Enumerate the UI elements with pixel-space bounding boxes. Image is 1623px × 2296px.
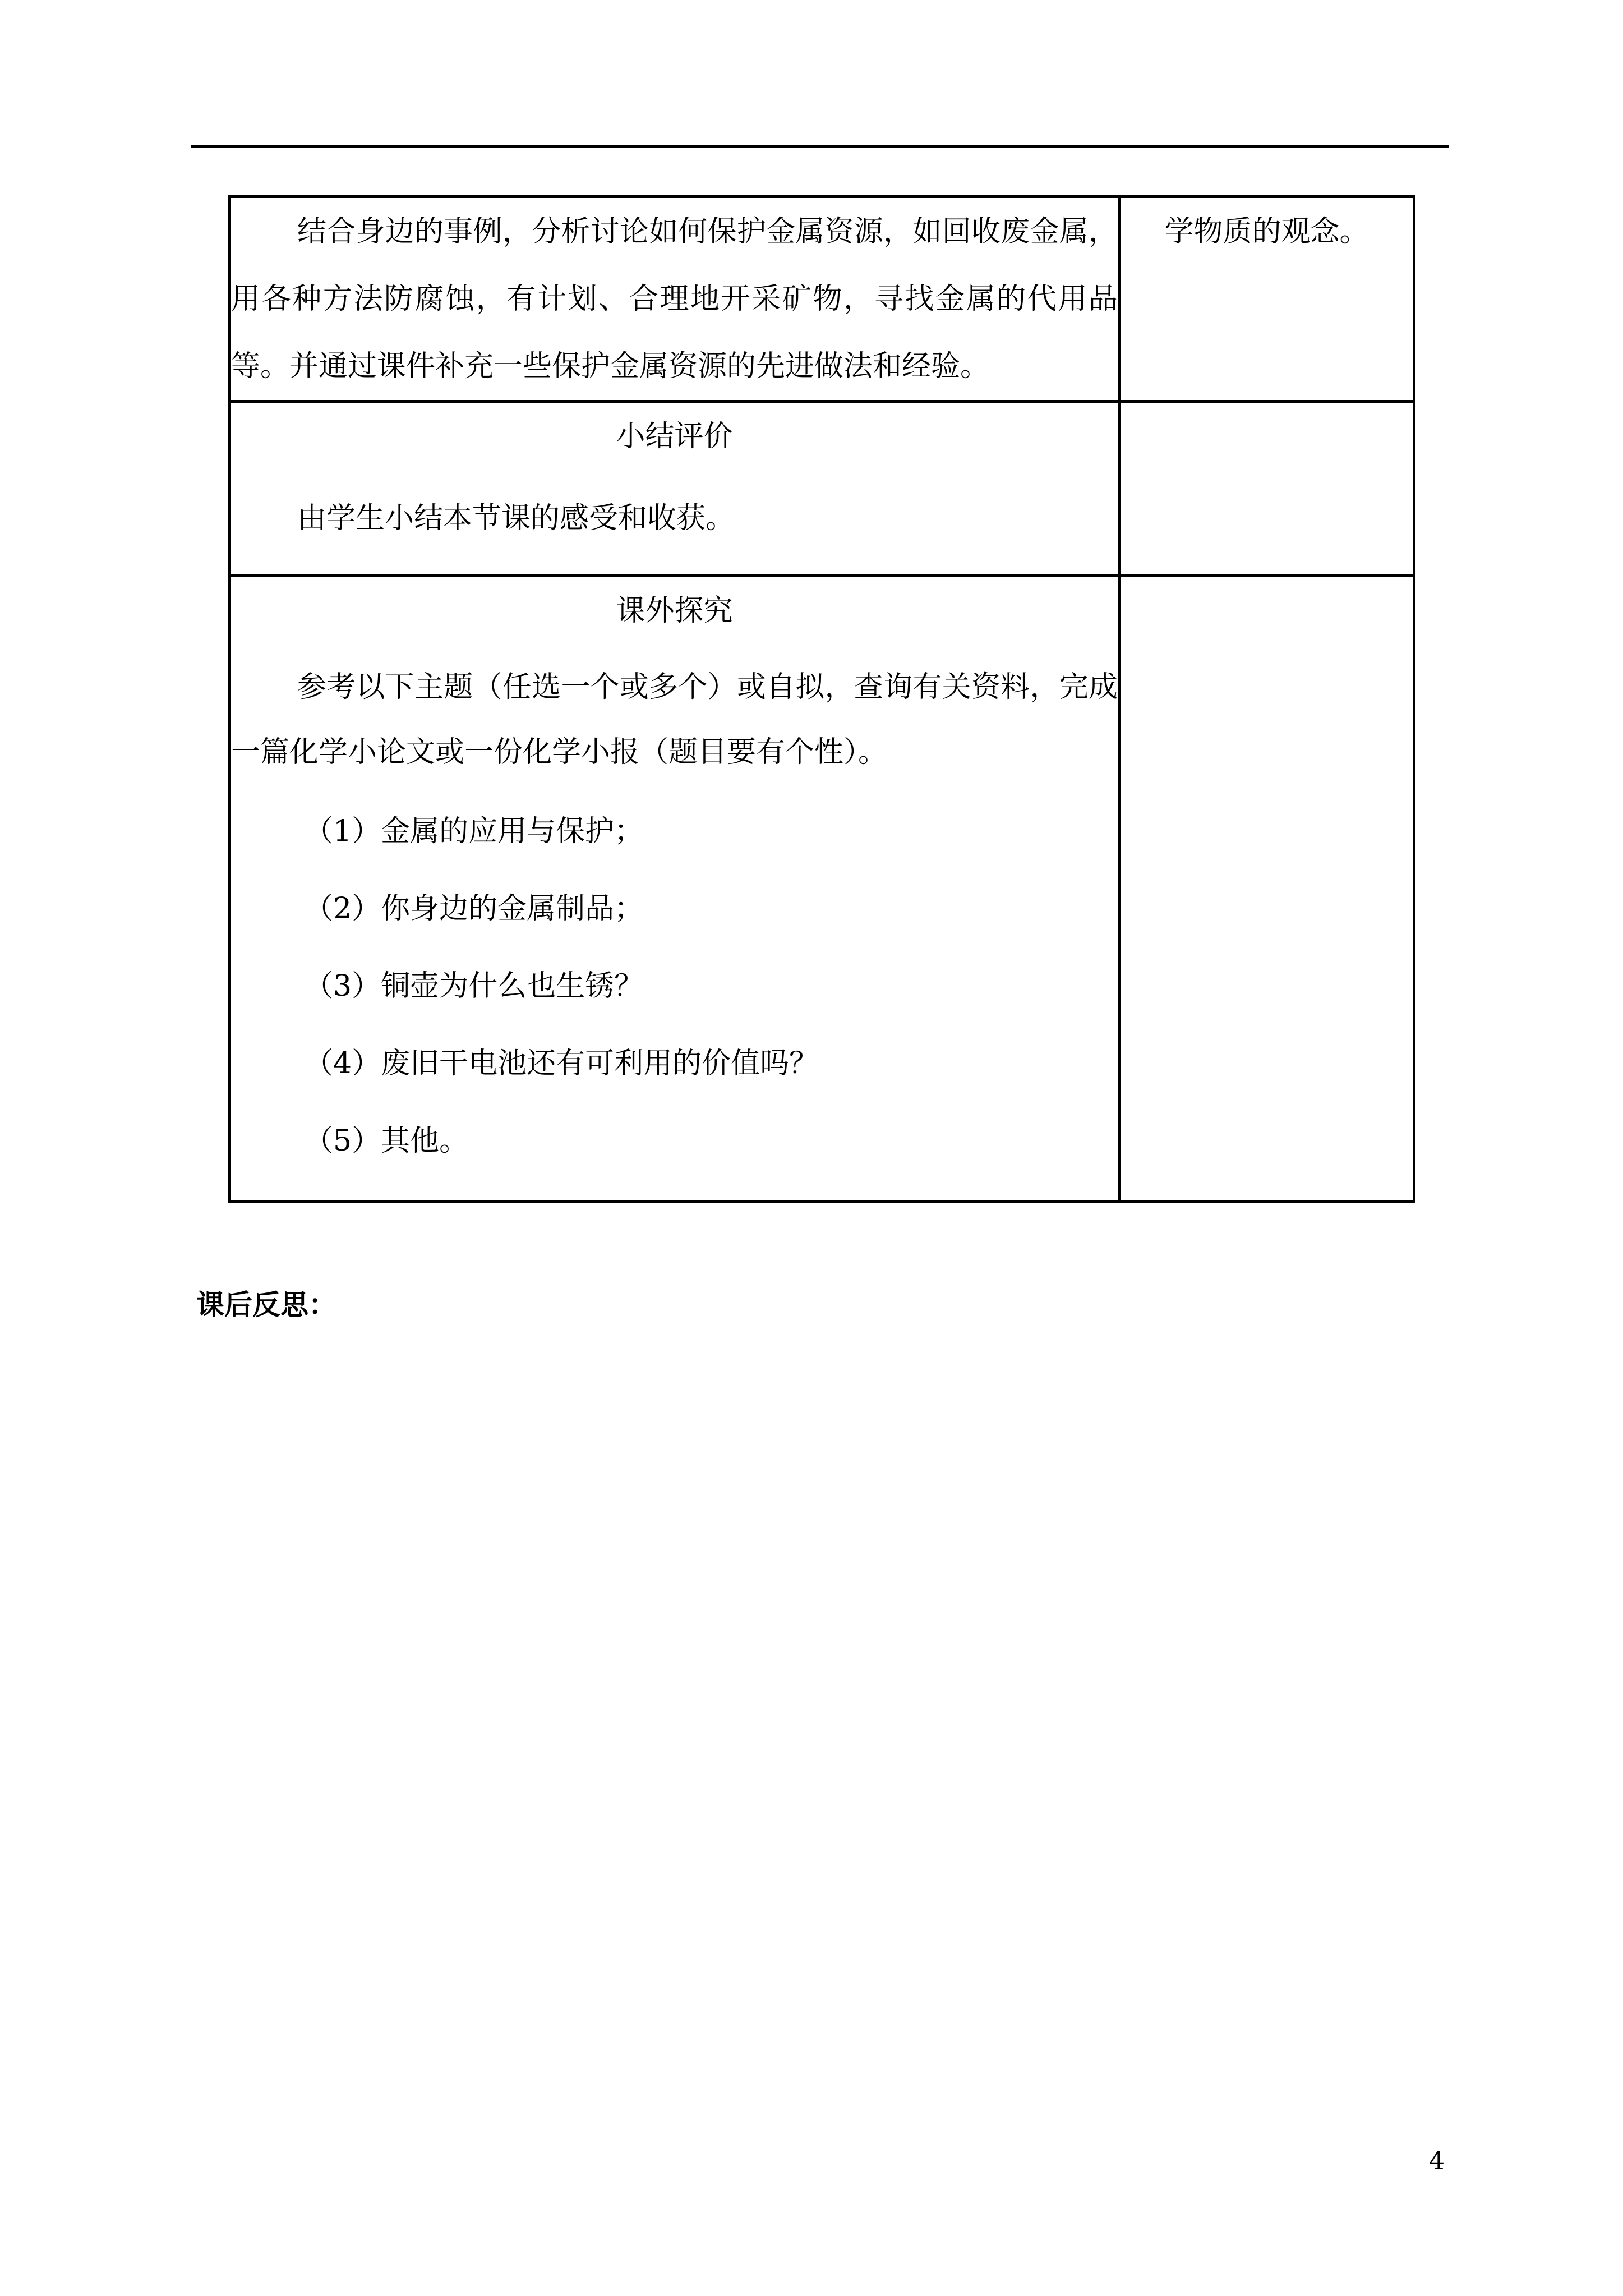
summary-cell <box>230 402 1119 576</box>
intent-cell <box>1119 197 1414 402</box>
table-row <box>230 576 1414 1202</box>
empty-side-cell <box>1119 402 1414 576</box>
activity-text: 结合身边的事例，分析讨论如何保护金属资源，如回收废金属，用各种方法防腐蚀，有计划、合理地开采矿物，寻找金属的代用品等。并通过课件补充一些保护金属资源的先进做法和经验。 <box>231 215 1118 383</box>
intent-text: 学物质的观念。 <box>1164 215 1369 249</box>
header-rule <box>191 145 1449 148</box>
extension-intro: 参考以下主题（任选一个或多个）或自拟，查询有关资料，完成一篇化学小论文或一份化学小报（题目要有个性）。 <box>231 670 1118 769</box>
extension-cell <box>230 576 1119 1202</box>
list-item: （1）金属的应用与保护； <box>304 815 644 848</box>
table-row <box>230 402 1414 576</box>
empty-side-cell <box>1119 576 1414 1202</box>
summary-heading: 小结评价 <box>616 420 733 453</box>
page-number: 4 <box>1429 2147 1445 2175</box>
summary-text: 由学生小结本节课的感受和收获。 <box>297 501 735 535</box>
list-item: （5）其他。 <box>304 1124 469 1158</box>
extension-heading: 课外探究 <box>616 594 733 628</box>
activity-cell <box>230 197 1119 402</box>
lesson-plan-table <box>228 195 1415 1203</box>
list-item: （4）废旧干电池还有可利用的价值吗？ <box>304 1047 819 1080</box>
list-item: （3）铜壶为什么也生锈？ <box>304 969 644 1003</box>
reflection-label: 课后反思： <box>196 1289 336 1321</box>
table-row <box>230 197 1414 402</box>
list-item: （2）你身边的金属制品； <box>304 892 644 926</box>
